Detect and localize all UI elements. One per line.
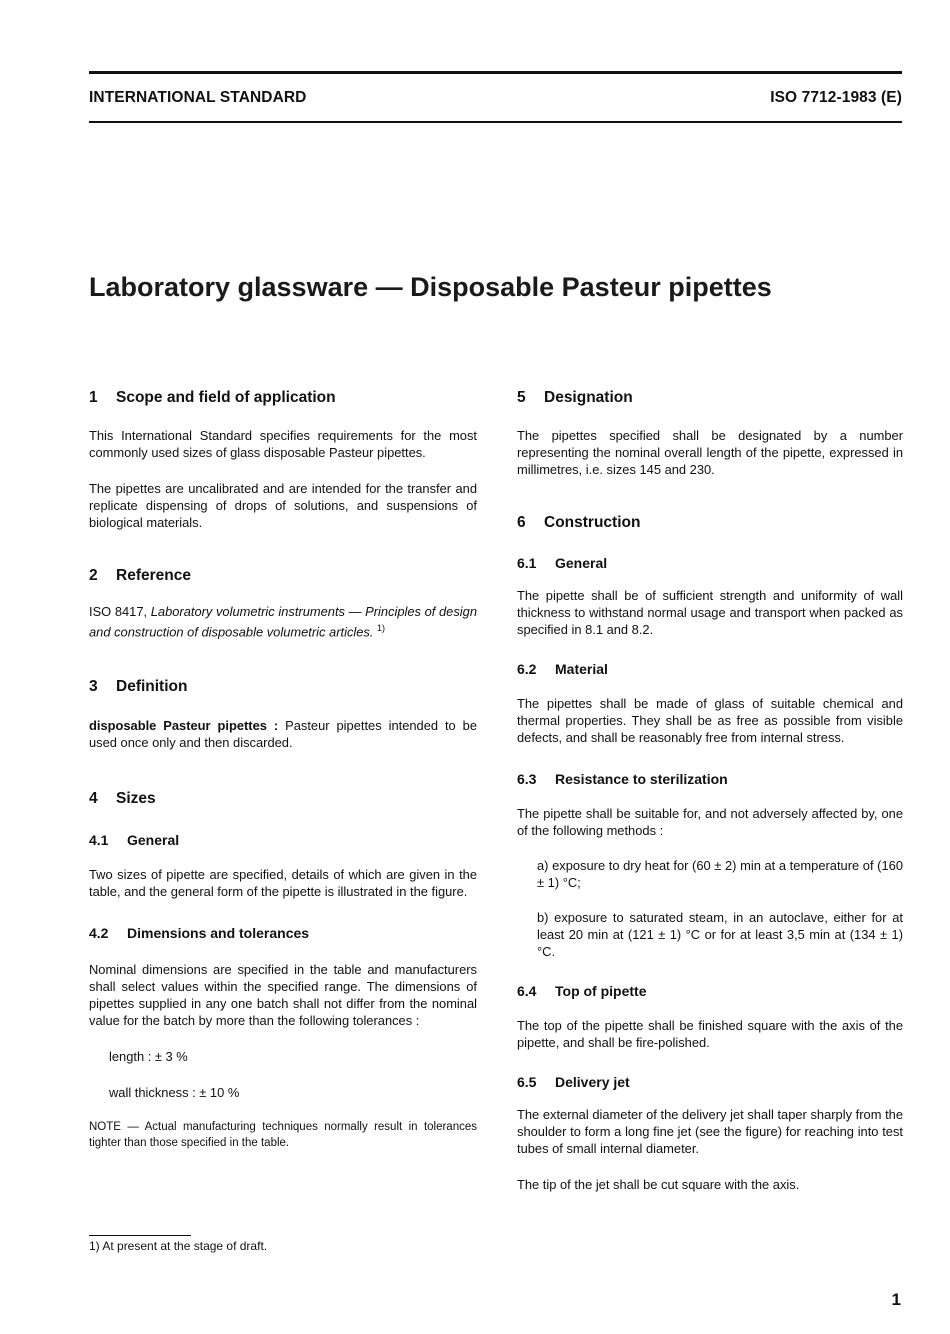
section-4-1-paragraph: Two sizes of pipette are specified, details of which are given in the table, and the general form of the pipette is illustrated in the figure. xyxy=(89,867,477,900)
section-6-heading: 6 Construction xyxy=(517,514,641,531)
section-5-paragraph: The pipettes specified shall be designated by a number representing the nominal overall length of the pipette, expressed in millimetres, i.e. sizes 145 and 230. xyxy=(517,428,903,477)
section-6-3-paragraph: The pipette shall be suitable for, and not adversely affected by, one of the following methods : xyxy=(517,806,903,838)
left-column xyxy=(89,388,477,1151)
footnote-rule xyxy=(89,1235,191,1236)
header-doc-number: ISO 7712-1983 (E) xyxy=(770,89,902,106)
section-1-paragraph-1: This International Standard specifies requirements for the most commonly used sizes of glass disposable Pasteur pipettes. xyxy=(89,428,477,460)
section-4-2-note: NOTE — Actual manufacturing techniques normally result in tolerances tighter than those specified in the table. xyxy=(89,1121,477,1150)
section-6-4-paragraph: The top of the pipette shall be finished square with the axis of the pipette, and shall be fire-polished. xyxy=(517,1018,903,1050)
sterilization-method-a: a) exposure to dry heat for (60 ± 2) min at a temperature of (160 ± 1) °C; xyxy=(537,858,903,890)
section-6-5-heading: 6.5 Delivery jet xyxy=(517,1074,630,1090)
section-4-2-heading: 4.2 Dimensions and tolerances xyxy=(89,925,310,942)
section-4-2-paragraph: Nominal dimensions are specified in the table and manufacturers shall select values within the specified range. The dimensions of pipettes supplied in any one batch shall not differ from the nominal value for the batch by more than the following tolerances : xyxy=(89,962,477,1029)
section-6-5-paragraph-2: The tip of the jet shall be cut square with the axis. xyxy=(517,1177,800,1192)
section-6-5-paragraph-1: The external diameter of the delivery jet shall taper sharply from the shoulder to form a long fine jet (see the figure) for reaching into test tubes of small internal diameter. xyxy=(517,1107,903,1156)
section-1-heading: 1 Scope and field of application xyxy=(89,389,336,406)
section-2-reference: ISO 8417, Laboratory volumetric instruments — Principles of design and construction of disposable volumetric articles. $^{1)}$ xyxy=(89,604,477,640)
header-top-rule xyxy=(89,71,902,74)
sterilization-method-b: b) exposure to saturated steam, in an autoclave, either for at least 20 min at (121 ± 1) °C or for at least 3,5 min at (134 ± 1) °C. xyxy=(537,910,903,959)
section-2-heading: 2 Reference xyxy=(89,567,191,584)
section-6-4-heading: 6.4 Top of pipette xyxy=(517,983,647,999)
tolerance-wall-thickness: wall thickness : ± 10 % xyxy=(109,1085,240,1101)
section-1-paragraph-2: The pipettes are uncalibrated and are intended for the transfer and replicate dispensing of drops of solutions, and suspensions of biological materials. xyxy=(89,481,477,530)
section-6-2-heading: 6.2 Material xyxy=(517,661,608,677)
section-6-1-heading: 6.1 General xyxy=(517,555,608,571)
section-4-heading: 4 Sizes xyxy=(89,790,156,808)
section-6-2-paragraph: The pipettes shall be made of glass of suitable chemical and thermal properties. They shall be as free as possible from visible defects, and shall be reasonably free from internal stress. xyxy=(517,696,903,745)
section-3-definition: disposable Pasteur pipettes : Pasteur pipettes intended to be used once only and then discarded. xyxy=(89,718,478,751)
right-column xyxy=(517,388,903,1193)
page-number: 1 xyxy=(891,1290,901,1309)
section-3-heading: 3 Definition xyxy=(89,678,188,696)
section-6-1-paragraph: The pipette shall be of sufficient strength and uniformity of wall thickness to withstand normal usage and transport when packed as specified in 8.1 and 8.2. xyxy=(517,588,903,637)
document-title: Laboratory glassware — Disposable Pasteur pipettes xyxy=(89,272,772,302)
section-4-1-heading: 4.1 General xyxy=(89,832,180,849)
section-6-3-heading: 6.3 Resistance to sterilization xyxy=(517,771,728,787)
footnote: 1) At present at the stage of draft. xyxy=(89,1239,268,1253)
tolerance-length: length : ± 3 % xyxy=(109,1049,188,1065)
header-bottom-rule xyxy=(89,121,902,123)
section-5-heading: 5 Designation xyxy=(517,389,633,406)
header-doc-type: INTERNATIONAL STANDARD xyxy=(89,89,307,106)
